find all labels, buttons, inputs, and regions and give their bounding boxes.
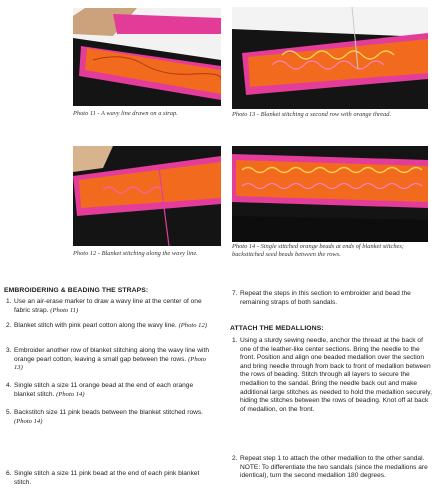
step-3	[6, 347, 216, 373]
photo-12-caption: Photo 12 - Blanket stitching along the wavy line.	[73, 250, 198, 257]
step-number: 7.	[232, 290, 238, 297]
section-heading-medallions: ATTACH THE MEDALLIONS:	[230, 325, 324, 332]
photo-11	[73, 8, 221, 106]
photo-14	[232, 146, 428, 242]
step-number: 1.	[232, 337, 238, 344]
step-number: 1.	[6, 298, 12, 305]
step-1	[6, 298, 216, 315]
step-text: Using a sturdy sewing needle, anchor the thread at the back of one of the leather-like center sections. Bring the needle to the front. Position and align one beaded medallion over the section and bring needle through from back to front of medallion between the rows of beading. Stitch through all layers to secure the medallion to the sandal. Bring the needle back out and make additional large stitches as needed to hold the medallion securely, hiding the stitches between the rows of beading. Knot off at back of medallion, on the front.	[240, 337, 432, 413]
step-number: 4.	[6, 382, 12, 389]
step-6	[6, 470, 216, 487]
step-7	[232, 290, 432, 307]
step-number: 2.	[6, 322, 12, 329]
step-text: Single stitch a size 11 orange bead at the end of each orange blanket stitch.	[14, 382, 194, 398]
step-text: Embroider another row of blanket stitching along the wavy line with orange pearl cotton, leaving a small gap between the rows.	[14, 347, 209, 363]
photo-13	[232, 7, 428, 109]
step-text: Blanket stitch with pink pearl cotton along the wavy line.	[14, 322, 179, 329]
photo-13-image	[232, 7, 428, 109]
photo-ref: (Photo 11)	[50, 306, 79, 314]
step-text: Repeat the steps in this section to embroider and bead the remaining straps of both sandals.	[240, 290, 411, 306]
step-number: 3.	[6, 347, 12, 354]
medallion-step-1	[232, 337, 432, 414]
photo-13-caption: Photo 13 - Blanket stitching a second row with orange thread.	[232, 111, 392, 118]
step-5	[6, 409, 216, 426]
step-text: Single stitch a size 11 pink bead at the end of each pink blanket stitch.	[14, 470, 200, 486]
step-2	[6, 322, 216, 331]
section-heading-embroidering: EMBROIDERING & BEADING THE STRAPS:	[4, 287, 149, 294]
photo-14-image	[232, 146, 428, 242]
photo-ref: (Photo 12)	[178, 322, 207, 329]
photo-ref: (Photo 14)	[14, 417, 43, 425]
step-number: 5.	[6, 409, 12, 416]
step-number: 2.	[232, 455, 238, 462]
photo-12	[73, 146, 221, 246]
photo-ref: (Photo 13)	[14, 355, 207, 372]
photo-11-image	[73, 8, 221, 106]
medallion-step-2	[232, 455, 432, 481]
step-text: Backstitch size 11 pink beads between the blanket stitched rows.	[14, 409, 204, 416]
photo-12-image	[73, 146, 221, 246]
photo-ref: (Photo 14)	[56, 390, 85, 398]
step-text: Use an air-erase marker to draw a wavy line at the center of one fabric strap.	[14, 298, 202, 314]
step-text: Repeat step 1 to attach the other medallion to the other sandal. NOTE: To differentiate the two sandals (since the medallions are identical), turn the second medallion 180 degrees.	[240, 455, 428, 480]
photo-14-caption: Photo 14 - Single stitched orange beads at ends of blanket stitches; backstitched seed beads between the rows.	[232, 243, 404, 258]
step-number: 6.	[6, 470, 12, 477]
step-4	[6, 382, 216, 399]
photo-11-caption: Photo 11 - A wavy line drawn on a strap.	[73, 110, 178, 117]
